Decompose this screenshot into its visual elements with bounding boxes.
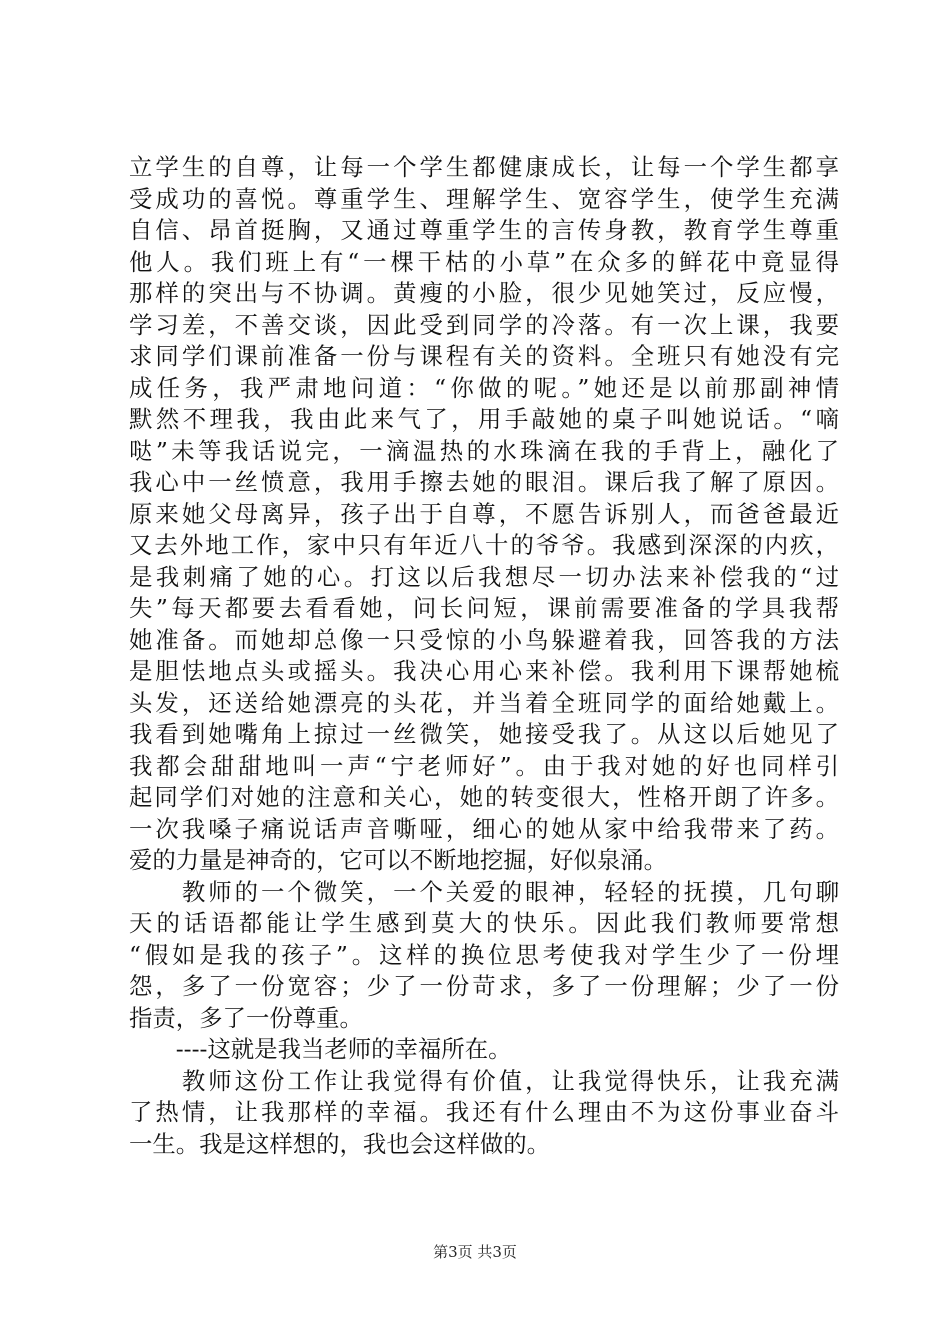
- text-line: 失”每天都要去看看她，问长问短，课前需要准备的学具我帮: [129, 594, 839, 622]
- text-line: 爱的力量是神奇的，它可以不断地挖掘，好似泉涌。: [129, 846, 667, 874]
- body-text: [129, 152, 839, 1160]
- text-line: 默然不理我，我由此来气了，用手敲她的桌子叫她说话。“嘀: [129, 405, 839, 433]
- text-line: “假如是我的孩子”。这样的换位思考使我对学生少了一份埋: [129, 940, 839, 969]
- text-line: 他人。我们班上有“一棵干枯的小草”在众多的鲜花中竟显得: [129, 247, 839, 276]
- text-line: 我心中一丝愤意，我用手擦去她的眼泪。课后我了解了原因。: [129, 468, 839, 496]
- text-line: 是我刺痛了她的心。打这以后我想尽一切办法来补偿我的“过: [129, 562, 839, 591]
- text-line: 成任务，我严肃地问道：“你做的呢。”她还是以前那副神情: [129, 373, 839, 402]
- text-line: 那样的突出与不协调。黄瘦的小脸，很少见她笑过，反应慢，: [129, 279, 839, 307]
- text-line: 头发，还送给她漂亮的头花，并当着全班同学的面给她戴上。: [129, 688, 839, 717]
- text-line: 她准备。而她却总像一只受惊的小鸟躲避着我，回答我的方法: [129, 625, 839, 654]
- text-line: 教师这份工作让我觉得有价值，让我觉得快乐，让我充满: [129, 1066, 839, 1095]
- text-line: 起同学们对她的注意和关心，她的转变很大，性格开朗了许多。: [129, 783, 839, 811]
- text-line: 教师的一个微笑，一个关爱的眼神，轻轻的抚摸，几句聊: [129, 877, 839, 906]
- text-line: 受成功的喜悦。尊重学生、理解学生、宽容学生，使学生充满: [129, 184, 839, 213]
- text-line: 立学生的自尊，让每一个学生都健康成长，让每一个学生都享: [129, 153, 839, 181]
- text-line: 我看到她嘴角上掠过一丝微笑，她接受我了。从这以后她见了: [129, 720, 839, 748]
- text-line: 哒”未等我话说完，一滴温热的水珠滴在我的手背上，融化了: [129, 436, 839, 465]
- page-number-label: 第3页 共3页: [433, 1243, 517, 1261]
- text-line: 原来她父母离异，孩子出于自尊，不愿告诉别人，而爸爸最近: [129, 499, 839, 528]
- text-line: 一生。我是这样想的，我也会这样做的。: [129, 1129, 551, 1158]
- text-line: 是胆怯地点头或摇头。我决心用心来补偿。我利用下课帮她梳: [129, 657, 839, 685]
- text-line: 了热情，让我那样的幸福。我还有什么理由不为这份事业奋斗: [129, 1098, 839, 1126]
- page-footer: [0, 1241, 950, 1262]
- text-line: 天的话语都能让学生感到莫大的快乐。因此我们教师要常想: [129, 909, 839, 937]
- text-line: 自信、昂首挺胸，又通过尊重学生的言传身教，教育学生尊重: [129, 216, 839, 244]
- text-line: 求同学们课前准备一份与课程有关的资料。全班只有她没有完: [129, 342, 839, 370]
- text-line: 一次我嗓子痛说话声音嘶哑，细心的她从家中给我带来了药。: [129, 814, 839, 843]
- text-line: 学习差，不善交谈，因此受到同学的冷落。有一次上课，我要: [129, 310, 839, 339]
- text-line: 又去外地工作，家中只有年近八十的爷爷。我感到深深的内疚，: [129, 531, 839, 559]
- text-line: ----这就是我当老师的幸福所在。: [129, 1035, 512, 1063]
- text-line: 指责，多了一份尊重。: [129, 1003, 363, 1032]
- text-line: 怨，多了一份宽容；少了一份苛求，多了一份理解；少了一份: [129, 972, 839, 1000]
- text-line: 我都会甜甜地叫一声“宁老师好”。由于我对她的好也同样引: [129, 751, 839, 780]
